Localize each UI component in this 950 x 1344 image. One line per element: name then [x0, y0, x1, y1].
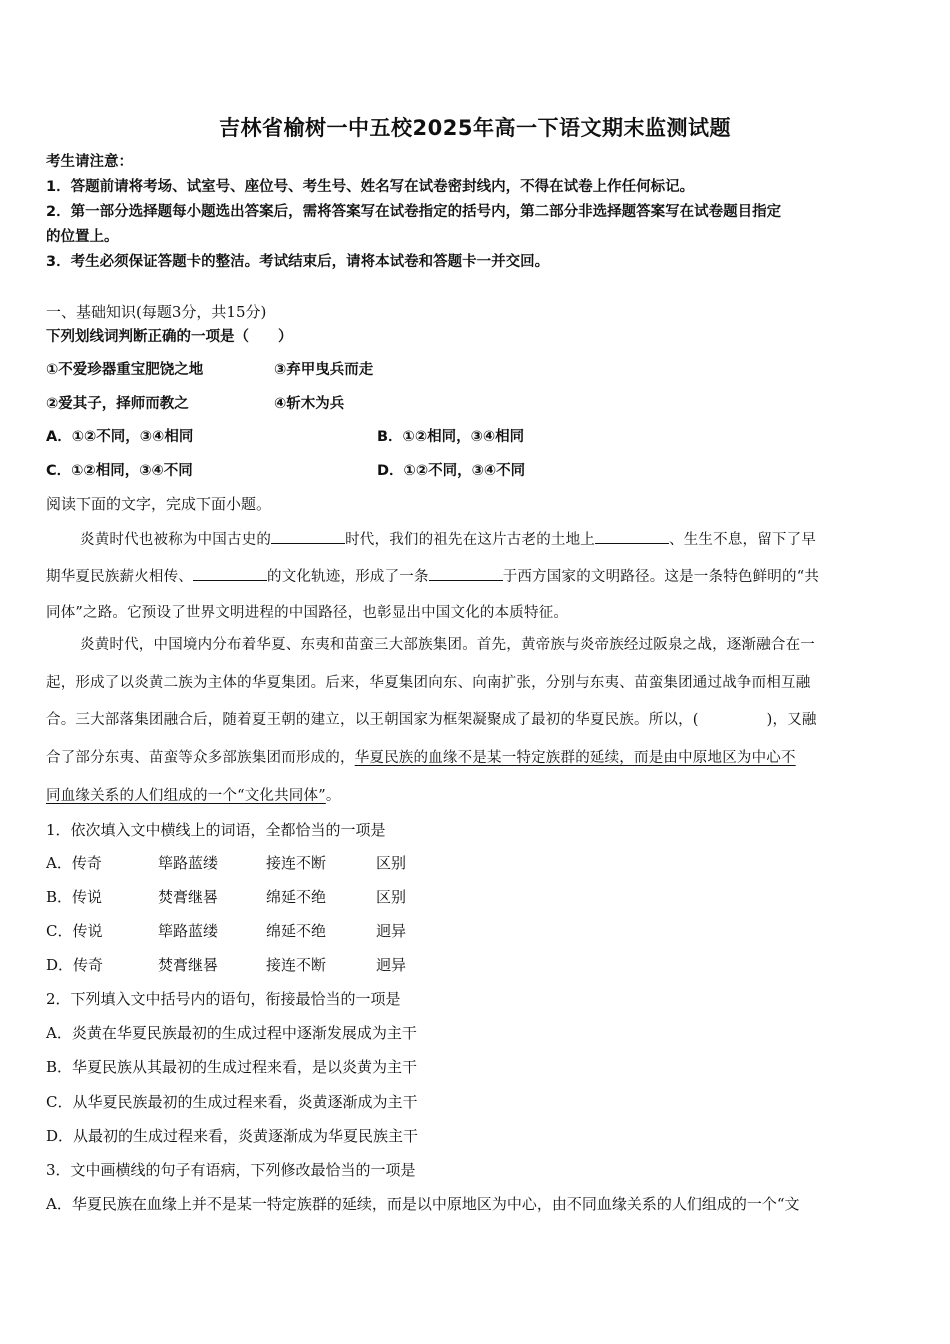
passage-line: [46, 748, 796, 768]
reading-intro: 阅读下面的文字，完成下面小题。: [46, 495, 272, 513]
passage-line: [46, 566, 819, 587]
option-c[interactable]: C．从华夏民族最初的生成过程来看，炎黄逐渐成为主干: [46, 1093, 418, 1111]
page-title: 吉林省榆树一中五校2025年高一下语文期末监测试题: [219, 116, 731, 140]
passage-text: 于西方国家的文明路径。这是一条特色鲜明的“共: [502, 569, 820, 585]
section-heading: 一、基础知识(每题3分，共15分): [46, 303, 267, 321]
option-word: 迥异: [376, 956, 407, 974]
notice-item: 2．第一部分选择题每小题选出答案后，需将答案写在试卷指定的括号内，第二部分非选择题答案写在试卷题目指定: [46, 204, 782, 220]
notice-item: 3．考生必须保证答题卡的整洁。考试结束后，请将本试卷和答题卡一并交回。: [46, 254, 550, 270]
item-2: ②爱其子，择师而教之: [46, 396, 189, 412]
option-row: [46, 461, 525, 481]
notice-item: 1．答题前请将考场、试室号、座位号、考生号、姓名写在试卷密封线内，不得在试卷上作任何标记。: [46, 179, 695, 195]
option-word: 焚膏继晷: [158, 888, 219, 906]
passage-text: 合。三大部落集团融合后，随着夏王朝的建立，以王朝国家为框架凝聚成了最初的华夏民族。所以，(: [46, 712, 699, 728]
option-b[interactable]: B．华夏民族从其最初的生成过程来看，是以炎黄为主干: [46, 1058, 418, 1076]
option-b[interactable]: B．①②相同，③④相同: [377, 429, 525, 445]
fill-blank: [429, 566, 503, 581]
passage-text: 时代，我们的祖先在这片古老的土地上: [345, 532, 596, 548]
fill-blank: [595, 529, 669, 544]
passage-text: 、生生不息，留下了早: [669, 532, 817, 548]
question-stem: 2．下列填入文中括号内的语句，衔接最恰当的一项是: [46, 990, 401, 1008]
passage-line: [80, 529, 816, 550]
underlined-sentence: 同血缘关系的人们组成的一个“文化共同体”: [46, 788, 326, 804]
option-row[interactable]: [46, 887, 406, 907]
passage-line: 起，形成了以炎黄二族为主体的华夏集团。后来，华夏集团向东、向南扩张，分别与东夷、苗蛮集团通过战争而相互融: [46, 675, 811, 691]
option-b: B．传说: [46, 888, 103, 906]
item-row: [46, 394, 344, 414]
option-word: 焚膏继晷: [158, 956, 219, 974]
option-a[interactable]: A．①②不同，③④相同: [46, 429, 194, 445]
passage-line: [46, 710, 817, 730]
item-row: [46, 360, 373, 380]
option-word: 接连不断: [266, 956, 327, 974]
option-word: 绵延不绝: [266, 922, 327, 940]
notice-heading: 考生请注意：: [46, 154, 133, 170]
option-d: D．传奇: [46, 956, 104, 974]
option-word: 绵延不绝: [266, 888, 327, 906]
fill-blank: [271, 529, 345, 544]
passage-line: 炎黄时代，中国境内分布着华夏、东夷和苗蛮三大部族集团。首先，黄帝族与炎帝族经过阪泉之战，逐渐融合在一: [80, 637, 815, 653]
item-1: ①不爱珍器重宝肥饶之地: [46, 362, 204, 378]
notice-item: 的位置上。: [46, 229, 119, 245]
option-word: 筚路蓝缕: [158, 854, 219, 872]
passage-text: 的文化轨迹，形成了一条: [267, 569, 429, 585]
passage-text: 合了部分东夷、苗蛮等众多部族集团而形成的，: [46, 750, 355, 766]
passage-line: [46, 786, 341, 806]
passage-line: 同体”之路。它预设了世界文明进程的中国路径，也彰显出中国文化的本质特征。: [46, 605, 569, 621]
passage-text: 期华夏民族薪火相传、: [46, 569, 193, 585]
fill-blank: [193, 566, 267, 581]
option-row[interactable]: [46, 921, 406, 941]
option-d[interactable]: D．①②不同，③④不同: [377, 463, 526, 479]
option-word: 筚路蓝缕: [158, 922, 219, 940]
option-c: C．传说: [46, 922, 103, 940]
option-c[interactable]: C．①②相同，③④不同: [46, 463, 193, 479]
item-4: ④斩木为兵: [274, 396, 345, 412]
passage-text: 。: [325, 788, 341, 804]
passage-text: )，又融: [766, 712, 817, 728]
question-stem: 3．文中画横线的句子有语病，下列修改最恰当的一项是: [46, 1161, 416, 1179]
option-word: 区别: [376, 854, 407, 872]
passage-text: 炎黄时代也被称为中国古史的: [80, 532, 272, 548]
option-word: 接连不断: [266, 854, 327, 872]
option-d[interactable]: D．从最初的生成过程来看，炎黄逐渐成为华夏民族主干: [46, 1127, 419, 1145]
option-word: 迥异: [376, 922, 407, 940]
option-row[interactable]: [46, 955, 406, 975]
underlined-sentence: 华夏民族的血缘不是某一特定族群的延续，而是由中原地区为中心不: [354, 750, 796, 766]
option-word: 区别: [376, 888, 407, 906]
option-a[interactable]: A．炎黄在华夏民族最初的生成过程中逐渐发展成为主干: [46, 1024, 417, 1042]
option-row: [46, 427, 524, 447]
option-a: A．传奇: [46, 854, 102, 872]
question-stem: 1．依次填入文中横线上的词语，全都恰当的一项是: [46, 821, 386, 839]
option-a[interactable]: A．华夏民族在血缘上并不是某一特定族群的延续，而是以中原地区为中心，由不同血缘关系的人们组成的一个“文: [46, 1195, 800, 1213]
question-stem: 下列划线词判断正确的一项是（ ）: [46, 329, 293, 345]
item-3: ③弃甲曳兵而走: [274, 362, 374, 378]
option-row[interactable]: [46, 853, 406, 873]
